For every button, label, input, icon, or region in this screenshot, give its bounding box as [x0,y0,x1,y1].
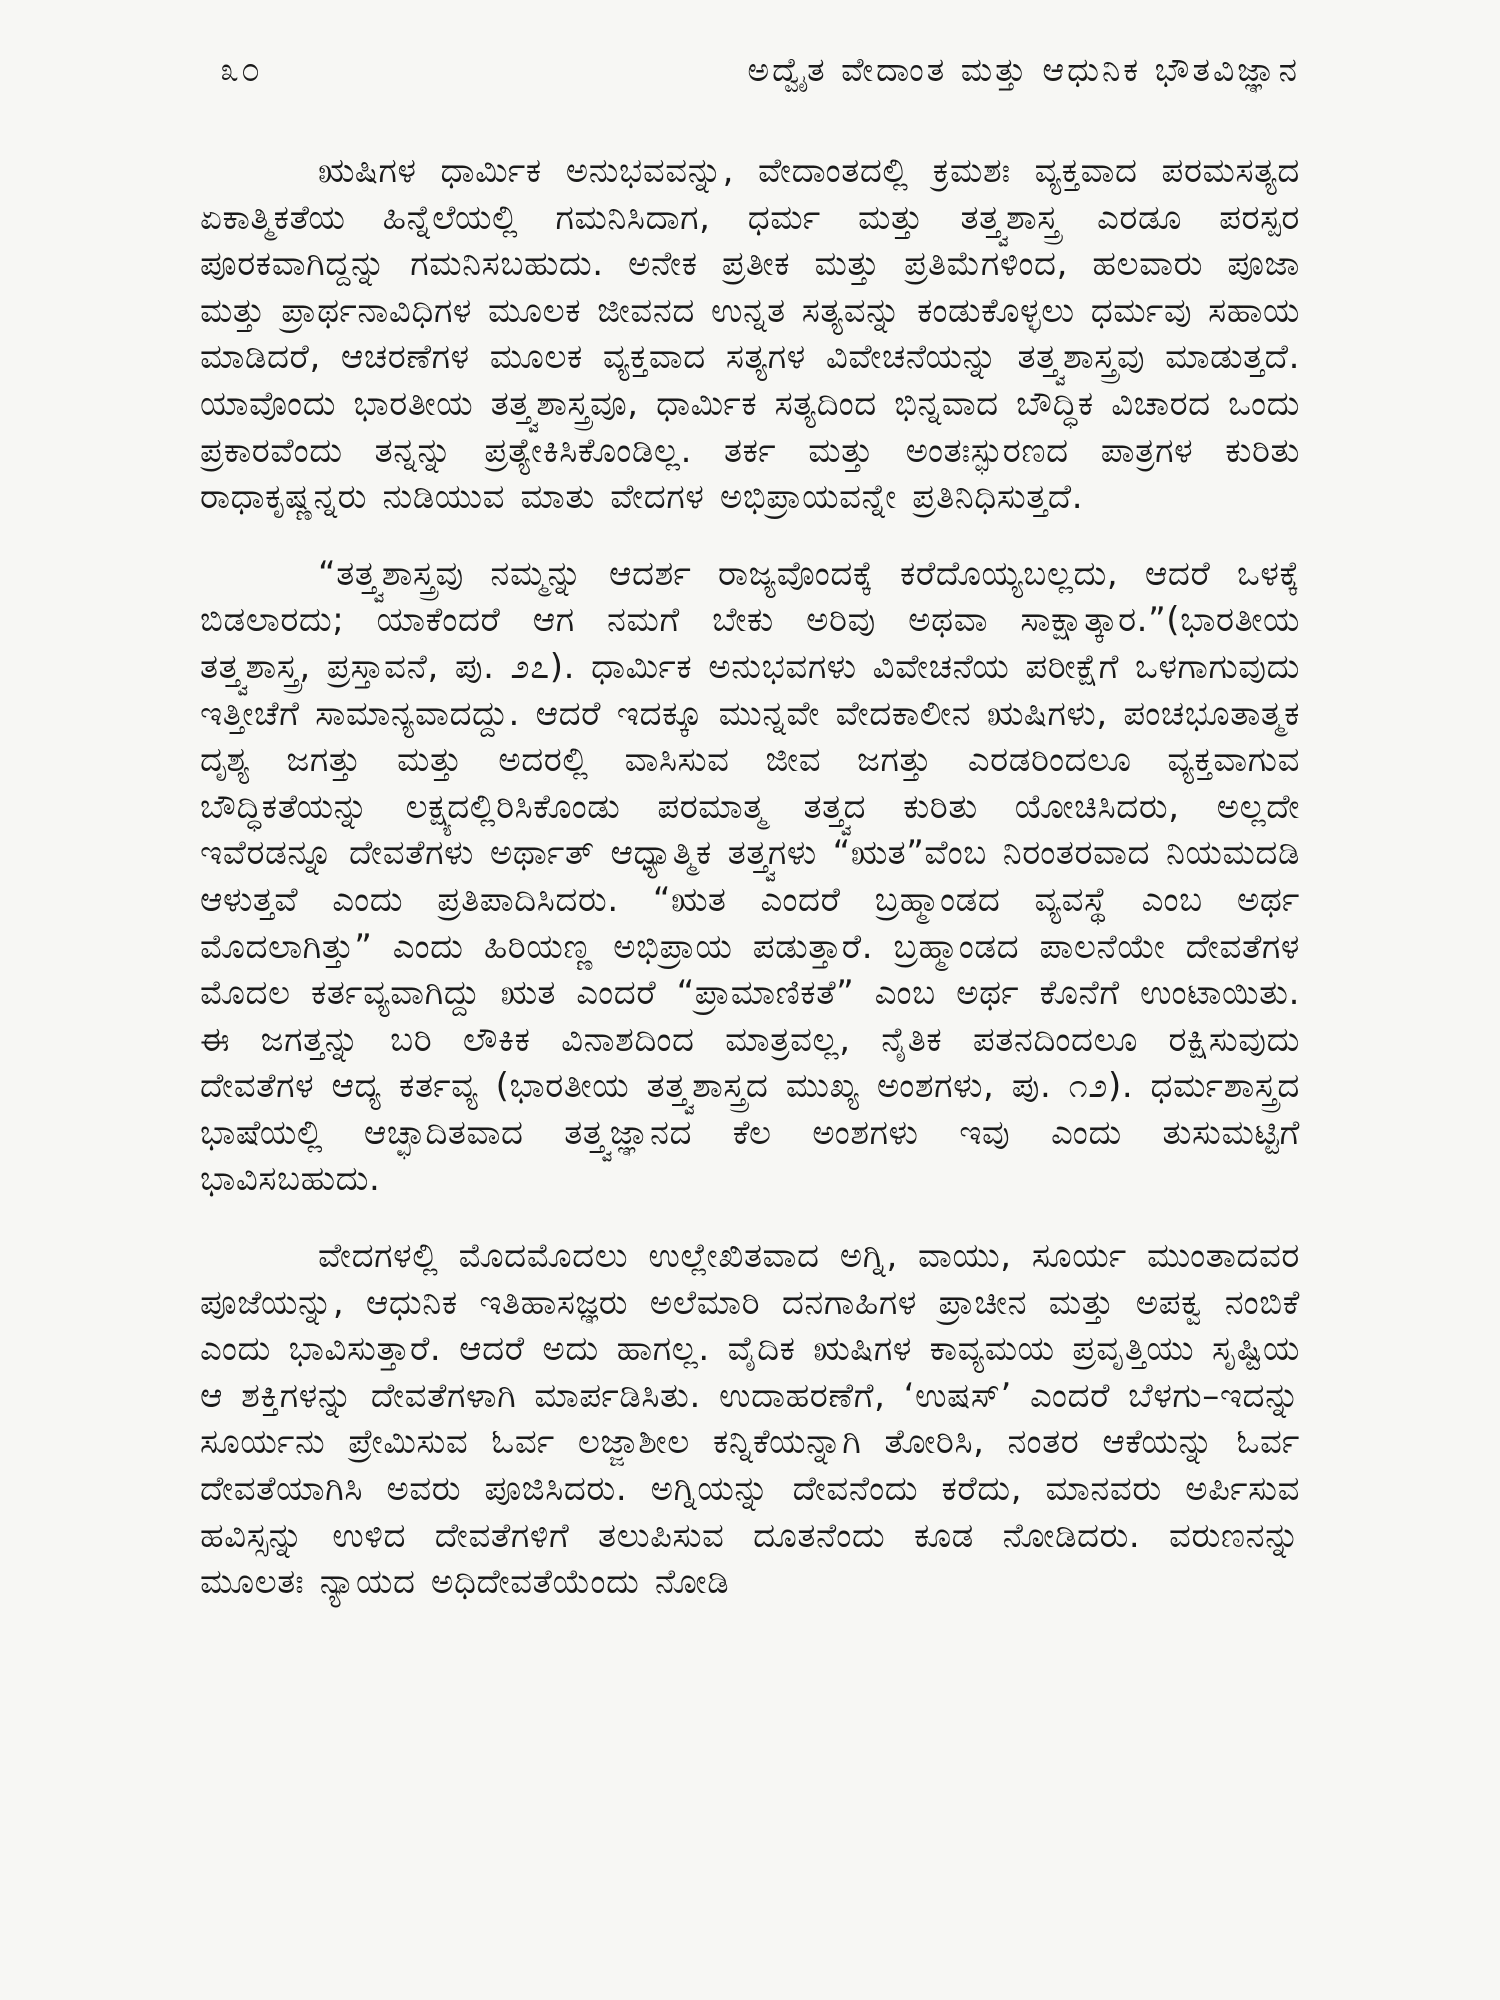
page-header [200,40,1300,100]
paragraph-1: ಋಷಿಗಳ ಧಾರ್ಮಿಕ ಅನುಭವವನ್ನು, ವೇದಾಂತದಲ್ಲಿ ಕ್ರಮಶಃ ವ್ಯಕ್ತವಾದ ಪರಮಸತ್ಯದ ಏಕಾತ್ಮಿಕತೆಯ ಹಿನ್ನೆಲೆಯಲ್ಲಿ ಗಮನಿಸಿದಾಗ, ಧರ್ಮ ಮತ್ತು ತತ್ತ್ವಶಾಸ್ತ್ರ ಎರಡೂ ಪರಸ್ಪರ ಪೂರಕವಾಗಿದ್ದನ್ನು ಗಮನಿಸಬಹುದು. ಅನೇಕ ಪ್ರತೀಕ ಮತ್ತು ಪ್ರತಿಮೆಗಳಿಂದ, ಹಲವಾರು ಪೂಜಾ ಮತ್ತು ಪ್ರಾರ್ಥನಾವಿಧಿಗಳ ಮೂಲಕ ಜೀವನದ ಉನ್ನತ ಸತ್ಯವನ್ನು ಕಂಡುಕೊಳ್ಳಲು ಧರ್ಮವು ಸಹಾಯ ಮಾಡಿದರೆ, ಆಚರಣೆಗಳ ಮೂಲಕ ವ್ಯಕ್ತವಾದ ಸತ್ಯಗಳ ವಿವೇಚನೆಯನ್ನು ತತ್ತ್ವಶಾಸ್ತ್ರವು ಮಾಡುತ್ತದೆ. ಯಾವೊಂದು ಭಾರತೀಯ ತತ್ತ್ವಶಾಸ್ತ್ರವೂ, ಧಾರ್ಮಿಕ ಸತ್ಯದಿಂದ ಭಿನ್ನವಾದ ಬೌದ್ಧಿಕ ವಿಚಾರದ ಒಂದು ಪ್ರಕಾರವೆಂದು ತನ್ನನ್ನು ಪ್ರತ್ಯೇಕಿಸಿಕೊಂಡಿಲ್ಲ. ತರ್ಕ ಮತ್ತು ಅಂತಃಸ್ಫುರಣದ ಪಾತ್ರಗಳ ಕುರಿತು ರಾಧಾಕೃಷ್ಣನ್ನರು ನುಡಿಯುವ ಮಾತು ವೇದಗಳ ಅಭಿಪ್ರಾಯವನ್ನೇ ಪ್ರತಿನಿಧಿಸುತ್ತದೆ. [200,151,1300,518]
paragraph-2: “ತತ್ತ್ವಶಾಸ್ತ್ರವು ನಮ್ಮನ್ನು ಆದರ್ಶ ರಾಜ್ಯವೊಂದಕ್ಕೆ ಕರೆದೊಯ್ಯಬಲ್ಲದು, ಆದರೆ ಒಳಕ್ಕೆ ಬಿಡಲಾರದು; ಯಾಕೆಂದರೆ ಆಗ ನಮಗೆ ಬೇಕು ಅರಿವು ಅಥವಾ ಸಾಕ್ಷಾತ್ಕಾರ.”(ಭಾರತೀಯ ತತ್ತ್ವಶಾಸ್ತ್ರ, ಪ್ರಸ್ತಾವನೆ, ಪು. ೨೭). ಧಾರ್ಮಿಕ ಅನುಭವಗಳು ವಿವೇಚನೆಯ ಪರೀಕ್ಷೆಗೆ ಒಳಗಾಗುವುದು ಇತ್ತೀಚೆಗೆ ಸಾಮಾನ್ಯವಾದದ್ದು. ಆದರೆ ಇದಕ್ಕೂ ಮುನ್ನವೇ ವೇದಕಾಲೀನ ಋಷಿಗಳು, ಪಂಚಭೂತಾತ್ಮಕ ದೃಶ್ಯ ಜಗತ್ತು ಮತ್ತು ಅದರಲ್ಲಿ ವಾಸಿಸುವ ಜೀವ ಜಗತ್ತು ಎರಡರಿಂದಲೂ ವ್ಯಕ್ತವಾಗುವ ಬೌದ್ಧಿಕತೆಯನ್ನು ಲಕ್ಷ್ಯದಲ್ಲಿರಿಸಿಕೊಂಡು ಪರಮಾತ್ಮ ತತ್ತ್ವದ ಕುರಿತು ಯೋಚಿಸಿದರು, ಅಲ್ಲದೇ ಇವೆರಡನ್ನೂ ದೇವತೆಗಳು ಅರ್ಥಾತ್ ಆಧ್ಯಾತ್ಮಿಕ ತತ್ತ್ವಗಳು “ಋತ”ವೆಂಬ ನಿರಂತರವಾದ ನಿಯಮದಡಿ ಆಳುತ್ತವೆ ಎಂದು ಪ್ರತಿಪಾದಿಸಿದರು. “ಋತ ಎಂದರೆ ಬ್ರಹ್ಮಾಂಡದ ವ್ಯವಸ್ಥೆ ಎಂಬ ಅರ್ಥ ಮೊದಲಾಗಿತ್ತು” ಎಂದು ಹಿರಿಯಣ್ಣ ಅಭಿಪ್ರಾಯ ಪಡುತ್ತಾರೆ. ಬ್ರಹ್ಮಾಂಡದ ಪಾಲನೆಯೇ ದೇವತೆಗಳ ಮೊದಲ ಕರ್ತವ್ಯವಾಗಿದ್ದು ಋತ ಎಂದರೆ “ಪ್ರಾಮಾಣಿಕತೆ” ಎಂಬ ಅರ್ಥ ಕೊನೆಗೆ ಉಂಟಾಯಿತು. ಈ ಜಗತ್ತನ್ನು ಬರಿ ಲೌಕಿಕ ವಿನಾಶದಿಂದ ಮಾತ್ರವಲ್ಲ, ನೈತಿಕ ಪತನದಿಂದಲೂ ರಕ್ಷಿಸುವುದು ದೇವತೆಗಳ ಆದ್ಯ ಕರ್ತವ್ಯ (ಭಾರತೀಯ ತತ್ತ್ವಶಾಸ್ತ್ರದ ಮುಖ್ಯ ಅಂಶಗಳು, ಪು. ೧೨). ಧರ್ಮಶಾಸ್ತ್ರದ ಭಾಷೆಯಲ್ಲಿ ಆಚ್ಛಾದಿತವಾದ ತತ್ತ್ವಜ್ಞಾನದ ಕೆಲ ಅಂಶಗಳು ಇವು ಎಂದು ತುಸುಮಟ್ಟಿಗೆ ಭಾವಿಸಬಹುದು. [200,553,1300,1200]
paragraph-3: ವೇದಗಳಲ್ಲಿ ಮೊದಮೊದಲು ಉಲ್ಲೇಖಿತವಾದ ಅಗ್ನಿ, ವಾಯು, ಸೂರ್ಯ ಮುಂತಾದವರ ಪೂಜೆಯನ್ನು, ಆಧುನಿಕ ಇತಿಹಾಸಜ್ಞರು ಅಲೆಮಾರಿ ದನಗಾಹಿಗಳ ಪ್ರಾಚೀನ ಮತ್ತು ಅಪಕ್ವ ನಂಬಿಕೆ ಎಂದು ಭಾವಿಸುತ್ತಾರೆ. ಆದರೆ ಅದು ಹಾಗಲ್ಲ. ವೈದಿಕ ಋಷಿಗಳ ಕಾವ್ಯಮಯ ಪ್ರವೃತ್ತಿಯು ಸೃಷ್ಟಿಯ ಆ ಶಕ್ತಿಗಳನ್ನು ದೇವತೆಗಳಾಗಿ ಮಾರ್ಪಡಿಸಿತು. ಉದಾಹರಣೆಗೆ, ‘ಉಷಸ್’ ಎಂದರೆ ಬೆಳಗು–ಇದನ್ನು ಸೂರ್ಯನು ಪ್ರೇಮಿಸುವ ಓರ್ವ ಲಜ್ಜಾಶೀಲ ಕನ್ನಿಕೆಯನ್ನಾಗಿ ತೋರಿಸಿ, ನಂತರ ಆಕೆಯನ್ನು ಓರ್ವ ದೇವತೆಯಾಗಿಸಿ ಅವರು ಪೂಜಿಸಿದರು. ಅಗ್ನಿಯನ್ನು ದೇವನೆಂದು ಕರೆದು, ಮಾನವರು ಅರ್ಪಿಸುವ ಹವಿಸ್ಸನ್ನು ಉಳಿದ ದೇವತೆಗಳಿಗೆ ತಲುಪಿಸುವ ದೂತನೆಂದು ಕೂಡ ನೋಡಿದರು. ವರುಣನನ್ನು ಮೂಲತಃ ನ್ಯಾಯದ ಅಧಿದೇವತೆಯೆಂದು ನೋಡಿ [200,1236,1300,1603]
running-title: ಅದ್ವೈತ ವೇದಾಂತ ಮತ್ತು ಆಧುನಿಕ ಭೌತವಿಜ್ಞಾನ [747,50,1300,89]
page-number: ೩೦ [220,50,263,90]
page-body [200,148,1300,1606]
